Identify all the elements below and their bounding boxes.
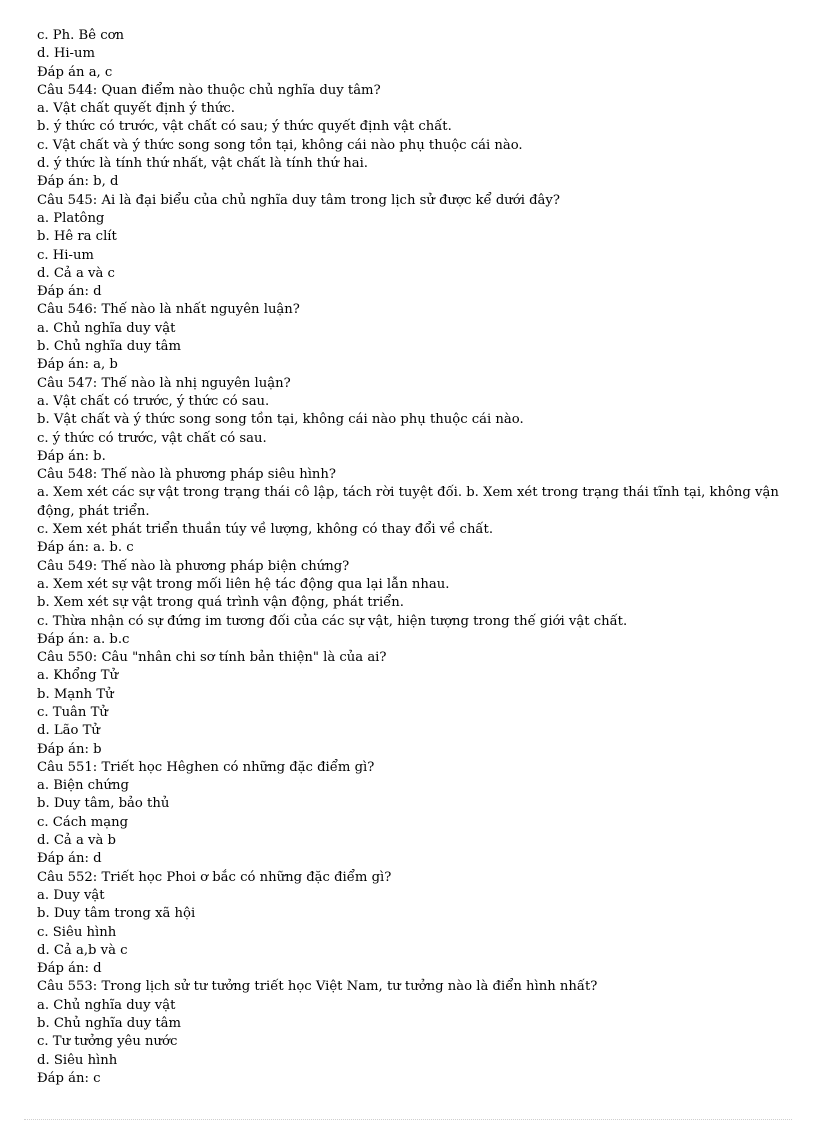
option-line: d. Hi-um <box>37 46 95 62</box>
option-line: c. Cách mạng <box>37 814 129 830</box>
option-line: a. Xem xét sự vật trong mối liên hệ tác động qua lại lẫn nhau. <box>37 576 450 592</box>
option-line: a. Khổng Tử <box>37 668 119 684</box>
option-line: c. Hi-um <box>37 247 94 263</box>
option-line: a. Xem xét các sự vật trong trạng thái cô lập, tách rời tuyệt đối. b. Xem xét trong trạng thái tĩnh tại, không vận động, phát triển. <box>37 485 779 519</box>
answer-line: Đáp án: b. <box>37 448 106 464</box>
answer-line: Đáp án: d <box>37 961 102 977</box>
option-line: b. Xem xét sự vật trong quá trình vận động, phát triển. <box>37 595 404 611</box>
question-549: Câu 549: Thế nào là phương pháp biện chứng? <box>37 558 350 574</box>
option-line: c. Ph. Bê cơn <box>37 28 125 43</box>
question-552: Câu 552: Triết học Phoi ơ bắc có những đặc điểm gì? <box>37 869 392 885</box>
answer-line: Đáp án: d <box>37 284 102 300</box>
option-line: d. Cả a,b và c <box>37 942 128 958</box>
option-line: d. Cả a và b <box>37 833 116 849</box>
option-line: a. Biện chứng <box>37 778 129 794</box>
option-line: d. ý thức là tính thứ nhất, vật chất là tính thứ hai. <box>37 156 368 172</box>
option-line: c. Thừa nhận có sự đứng im tương đối của các sự vật, hiện tượng trong thế giới vật chất. <box>37 613 628 629</box>
answer-line: Đáp án: a. b.c <box>37 631 130 647</box>
question-551: Câu 551: Triết học Hêghen có những đặc điểm gì? <box>37 759 375 775</box>
option-line: d. Siêu hình <box>37 1052 118 1068</box>
option-line: b. ý thức có trước, vật chất có sau; ý thức quyết định vật chất. <box>37 119 452 135</box>
question-547: Câu 547: Thế nào là nhị nguyên luận? <box>37 375 291 391</box>
option-line: a. Vật chất có trước, ý thức có sau. <box>37 393 270 409</box>
option-line: c. Vật chất và ý thức song song tồn tại, không cái nào phụ thuộc cái nào. <box>37 137 523 153</box>
question-545: Câu 545: Ai là đại biểu của chủ nghĩa duy tâm trong lịch sử được kể dưới đây? <box>37 192 560 208</box>
option-line: c. ý thức có trước, vật chất có sau. <box>37 430 267 446</box>
option-line: b. Duy tâm trong xã hội <box>37 906 196 922</box>
answer-line: Đáp án: d <box>37 851 102 867</box>
option-line: a. Vật chất quyết định ý thức. <box>37 101 235 117</box>
page-bottom-divider <box>24 1119 792 1120</box>
question-550: Câu 550: Câu "nhân chi sơ tính bản thiện" là của ai? <box>37 650 387 666</box>
answer-line: Đáp án: a. b. c <box>37 540 134 556</box>
option-line: b. Duy tâm, bảo thủ <box>37 796 170 812</box>
option-line: b. Chủ nghĩa duy tâm <box>37 1016 182 1032</box>
answer-line: Đáp án a, c <box>37 64 113 80</box>
option-line: b. Mạnh Tử <box>37 686 114 702</box>
option-line: c. Tư tưởng yêu nước <box>37 1034 178 1050</box>
option-line: a. Chủ nghĩa duy vật <box>37 320 176 336</box>
question-553: Câu 553: Trong lịch sử tư tưởng triết học Việt Nam, tư tưởng nào là điển hình nhất? <box>37 979 598 995</box>
question-548: Câu 548: Thế nào là phương pháp siêu hình? <box>37 467 336 483</box>
option-line: d. Cả a và c <box>37 265 115 281</box>
option-line: a. Chủ nghĩa duy vật <box>37 997 176 1013</box>
option-line: c. Xem xét phát triển thuần túy về lượng, không có thay đổi về chất. <box>37 522 494 538</box>
document-body <box>37 27 789 1088</box>
answer-line: Đáp án: a, b <box>37 357 118 373</box>
option-line: c. Siêu hình <box>37 924 117 940</box>
option-line: c. Tuân Tử <box>37 704 108 720</box>
question-546: Câu 546: Thế nào là nhất nguyên luận? <box>37 302 300 318</box>
option-line: b. Vật chất và ý thức song song tồn tại, không cái nào phụ thuộc cái nào. <box>37 412 524 428</box>
option-line: a. Duy vật <box>37 887 105 903</box>
option-line: b. Chủ nghĩa duy tâm <box>37 339 182 355</box>
answer-line: Đáp án: b <box>37 741 102 757</box>
option-line: d. Lão Tử <box>37 723 100 739</box>
question-544: Câu 544: Quan điểm nào thuộc chủ nghĩa duy tâm? <box>37 82 381 98</box>
option-line: b. Hê ra clít <box>37 229 117 245</box>
option-line: a. Platông <box>37 210 105 226</box>
answer-line: Đáp án: b, d <box>37 174 119 190</box>
answer-line: Đáp án: c <box>37 1070 101 1086</box>
